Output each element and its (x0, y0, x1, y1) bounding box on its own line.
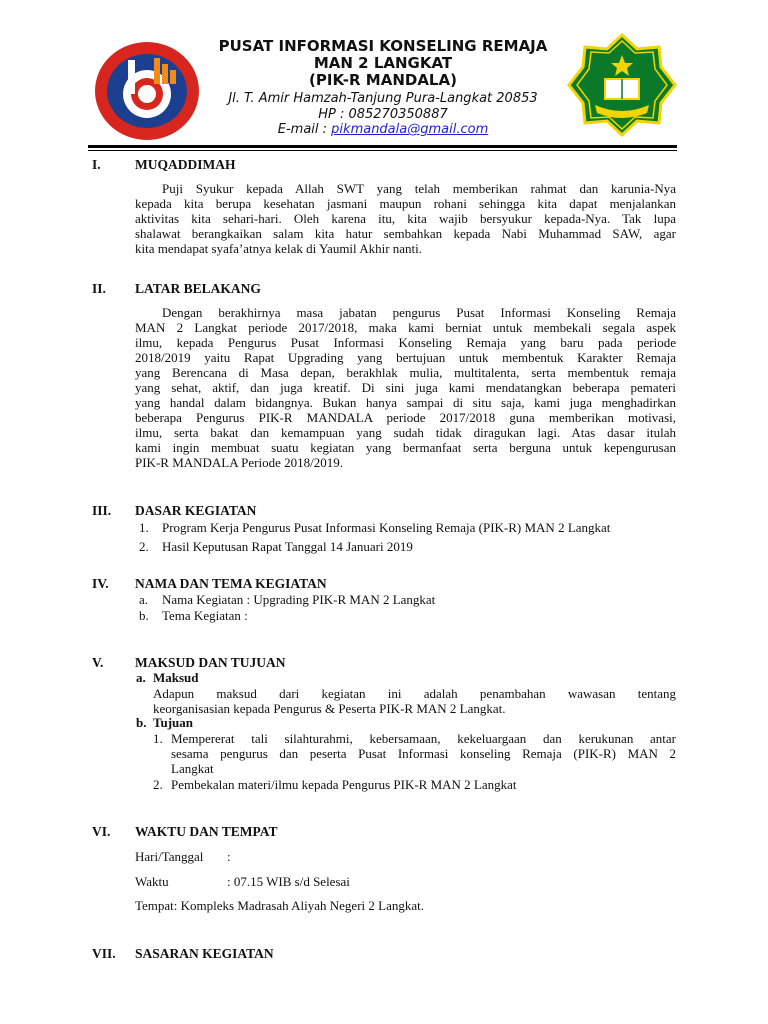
email-label: E-mail : (277, 122, 332, 137)
list-item: Nama Kegiatan : Upgrading PIK-R MAN 2 Langkat (162, 592, 436, 607)
subsection-b-item-1: Mempererat tali silahturahmi, kebersamaan, kekeluargaan dan kerukunan antar sesama pengurus dan peserta Pusat Informasi konseling Remaja (PIK-R) MAN 2 Langkat (171, 731, 676, 776)
section-7-title: SASARAN KEGIATAN (135, 946, 274, 961)
section-4-number: IV. (92, 576, 109, 591)
org-short-name: (PIK-R MANDALA) (309, 71, 457, 89)
address: Jl. T. Amir Hamzah-Tanjung Pura-Langkat 20853 (228, 91, 538, 106)
section-1-title: MUQADDIMAH (135, 157, 236, 172)
section-5-title: MAKSUD DAN TUJUAN (135, 655, 286, 670)
subsection-b-title: Tujuan (153, 715, 193, 730)
list-item: Tema Kegiatan : (162, 608, 248, 623)
hari-value: : (227, 849, 231, 864)
header-rule-thick (88, 145, 677, 148)
section-1-body: Puji Syukur kepada Allah SWT yang telah memberikan rahmat dan karunia-Nya kepada kita berupa kesehatan jasmani maupun rohani sehingga kita dapat menjalankan aktivitas kita sehari-hari. Oleh karena itu, kita wajib bersyukur kepada-Nya. Tak lupa shalawat berangkaikan salam kita hatur sembahkan kepada Nabi Muhammad SAW, agar kita mendapat syafa’atnya kelak di Yaumil Akhir nanti. (135, 181, 676, 256)
subsection-a-letter: a. (136, 670, 146, 685)
waktu-label: Waktu (135, 874, 169, 889)
subsection-b-item-2: Pembekalan materi/ilmu kepada Pengurus PIK-R MAN 2 Langkat (171, 777, 517, 792)
phone: HP : 085270350887 (318, 107, 448, 122)
waktu-value: : 07.15 WIB s/d Selesai (227, 874, 350, 889)
org-name: PUSAT INFORMASI KONSELING REMAJA (218, 37, 548, 55)
section-4-title: NAMA DAN TEMA KEGIATAN (135, 576, 327, 591)
list-item-number: a. (139, 592, 149, 607)
header-rule-thin (88, 150, 677, 151)
email-line (163, 122, 603, 138)
section-2-title: LATAR BELAKANG (135, 281, 261, 296)
list-item-number: b. (139, 608, 149, 623)
section-5-number: V. (92, 655, 104, 670)
section-3-title: DASAR KEGIATAN (135, 503, 257, 518)
section-6-title: WAKTU DAN TEMPAT (135, 824, 278, 839)
section-7-number: VII. (92, 946, 116, 961)
list-item-number: 1. (153, 731, 163, 746)
school-name: MAN 2 LANGKAT (313, 54, 453, 72)
section-1-number: I. (92, 157, 101, 172)
tempat: Tempat: Kompleks Madrasah Aliyah Negeri 2 Langkat. (135, 898, 424, 913)
section-2-number: II. (92, 281, 106, 296)
list-item-number: 2. (139, 539, 149, 554)
hari-label: Hari/Tanggal (135, 849, 204, 864)
subsection-b-letter: b. (136, 715, 147, 730)
subsection-a-title: Maksud (153, 670, 199, 685)
section-6-number: VI. (92, 824, 111, 839)
section-2-body: Dengan berakhirnya masa jabatan pengurus Pusat Informasi Konseling Remaja MAN 2 Langkat periode 2017/2018, maka kami berniat untuk membekali segala aspek ilmu, kepada Pengurus Pusat Informasi Konseling Remaja yang baru pada periode 2018/2019 yaitu Rapat Upgrading yang bertujuan untuk membentuk Karakter Remaja yang Berencana di Masa depan, berakhlak mulia, multitalenta, serta membentuk remaja yang sehat, aktif, dan juga kreatif. Di sini juga kami mendatangkan beberapa pemateri yang handal dalam bidangnya. Bukan hanya sampai di situ saja, kami juga menghadirkan beberapa Pengurus PIK-R MANDALA periode 2017/2018 guna memberikan motivasi, ilmu, serta bakat dan kemampuan yang sudah tidak diragukan lagi. Atas dasar itulah kami ingin membuat suatu kegiatan yang bermanfaat serta berguna untuk kepengurusan PIK-R MANDALA Periode 2018/2019. (135, 305, 676, 470)
section-3-number: III. (92, 503, 112, 518)
email-link[interactable]: pikmandala@gmail.com (331, 122, 489, 137)
list-item: Hasil Keputusan Rapat Tanggal 14 Januari 2019 (162, 539, 413, 554)
list-item-number: 1. (139, 520, 149, 535)
list-item: Program Kerja Pengurus Pusat Informasi Konseling Remaja (PIK-R) MAN 2 Langkat (162, 520, 611, 535)
subsection-a-body: Adapun maksud dari kegiatan ini adalah penambahan wawasan tentang keorganisasian kepada Pengurus & Peserta PIK-R MAN 2 Langkat. (153, 686, 676, 716)
list-item-number: 2. (153, 777, 163, 792)
